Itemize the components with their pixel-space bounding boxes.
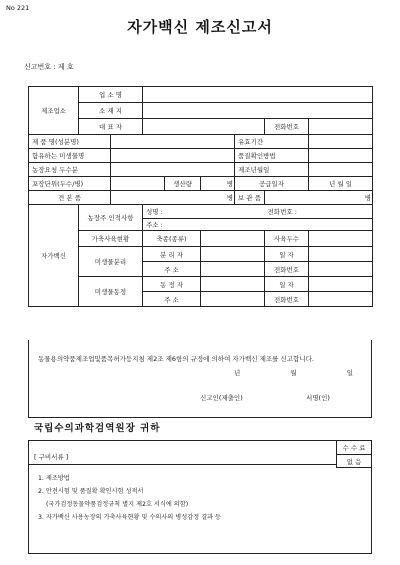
microbe-field[interactable] (111, 149, 235, 163)
fee-value: 없 음 (346, 458, 362, 466)
isolation-phone-field[interactable] (309, 262, 373, 277)
isolator-label: 분 리 자 (143, 247, 201, 262)
identifier-label: 동 정 자 (143, 277, 201, 292)
production-qty-unit: 병 (201, 177, 235, 191)
test-method-field[interactable] (309, 149, 373, 163)
fee-label: 수 수 료 (337, 441, 371, 455)
identification-address-field[interactable] (201, 292, 265, 307)
microbe-label: 함유하는 미생물명 (29, 149, 111, 163)
rep-label: 대 표 자 (79, 119, 143, 135)
farm-owner-label: 농장주 인적사항 (79, 205, 143, 231)
supply-date-label: 공급일자 (235, 177, 309, 191)
attachment-item: 2. 안전시험 및 품질확 확인시험 성적서 (38, 488, 144, 495)
supply-date-field: 년 월 일 (309, 177, 373, 191)
identification-date-label: 일 자 (265, 277, 309, 292)
isolation-date-label: 일 자 (265, 247, 309, 262)
identifier-field[interactable] (201, 277, 265, 292)
species-field[interactable] (201, 231, 265, 247)
identification-phone-field[interactable] (309, 292, 373, 307)
signature-label: 서명(인) (306, 394, 330, 402)
phone-field[interactable] (309, 119, 373, 135)
identification-phone-label: 전화번호 (265, 292, 309, 307)
isolator-field[interactable] (201, 247, 265, 262)
production-date-field[interactable] (309, 163, 373, 177)
main-form-table (28, 86, 373, 307)
storage-label: 보 관 품 (235, 191, 265, 205)
head-count-label: 사육두수 (265, 231, 309, 247)
attachment-item: (국가검정동물약품검정규칙 별지 제2호 서식에 의함) (46, 501, 189, 508)
product-name-field[interactable] (111, 135, 235, 149)
sample-unit: 병 (111, 191, 235, 205)
form-title: 자가백신 제조신고서 (127, 18, 273, 36)
address-field[interactable] (143, 103, 373, 119)
declaration-date: 년 월 일 (234, 369, 377, 377)
production-qty-label: 생산량 (165, 177, 201, 191)
farm-count-field[interactable] (111, 163, 235, 177)
attachments-header: [ 구비서류 ] (34, 453, 69, 461)
attachment-item: 1. 제조방법 (38, 475, 70, 482)
recipient: 국립수의과학검역원장 귀하 (34, 423, 161, 434)
product-name-label: 제 품 명(성분명) (29, 135, 111, 149)
registration-number: 신고번호 : 제 호 (24, 63, 74, 71)
livestock-status-label: 가축사육현황 (79, 231, 143, 247)
isolation-phone-label: 전화번호 (265, 262, 309, 277)
isolation-address-field[interactable] (201, 262, 265, 277)
owner-address-label: 주소 : (143, 219, 373, 231)
fee-box (336, 440, 372, 468)
sample-label: 견 본 품 (29, 191, 111, 205)
storage-unit: 병 (265, 191, 373, 205)
rep-field[interactable] (143, 119, 265, 135)
farm-count-label: 농장요청 두수분 (29, 163, 111, 177)
head-count-field[interactable] (309, 231, 373, 247)
identification-address-label: 주 소 (143, 292, 201, 307)
identification-date-field[interactable] (309, 277, 373, 292)
address-label: 소 재 지 (79, 103, 143, 119)
attachments-list (38, 472, 368, 524)
form-number: No 221 (6, 4, 30, 12)
species-label: 축종(종류) (143, 231, 201, 247)
declaration-text: 동물용의약품제조업및품목허가등지침 제2조 제6항의 규정에 의하여 자가백신 제조를 신고합니다. (38, 355, 314, 363)
identification-label: 미생물동정 (79, 277, 143, 307)
factory-label: 제조업소 (29, 87, 79, 135)
name-label: 업 소 명 (79, 87, 143, 103)
test-method-label: 품질확인방법 (235, 149, 309, 163)
attachment-item: 3. 자가백신 사용농장의 가축사육현황 및 수의사의 병성감정 결과 등 (38, 514, 222, 521)
name-field[interactable] (143, 87, 373, 103)
owner-name-label: 성명 : (143, 205, 265, 219)
phone-label: 전화번호 (265, 119, 309, 135)
isolation-label: 미생물분리 (79, 247, 143, 277)
expiry-label: 유효기간 (235, 135, 309, 149)
packaging-unit-field[interactable] (111, 177, 165, 191)
isolation-date-field[interactable] (309, 247, 373, 262)
packaging-unit-label: 포장단위(두수/병) (29, 177, 111, 191)
autovaccine-label: 자가백신 (29, 205, 79, 307)
production-date-label: 제조년월일 (235, 163, 309, 177)
owner-phone-label: 전화번호 : (265, 205, 373, 219)
declarant-label: 신고인(제출인) (200, 394, 243, 402)
isolation-address-label: 주 소 (143, 262, 201, 277)
attachments-divider (28, 464, 336, 465)
expiry-field[interactable] (309, 135, 373, 149)
